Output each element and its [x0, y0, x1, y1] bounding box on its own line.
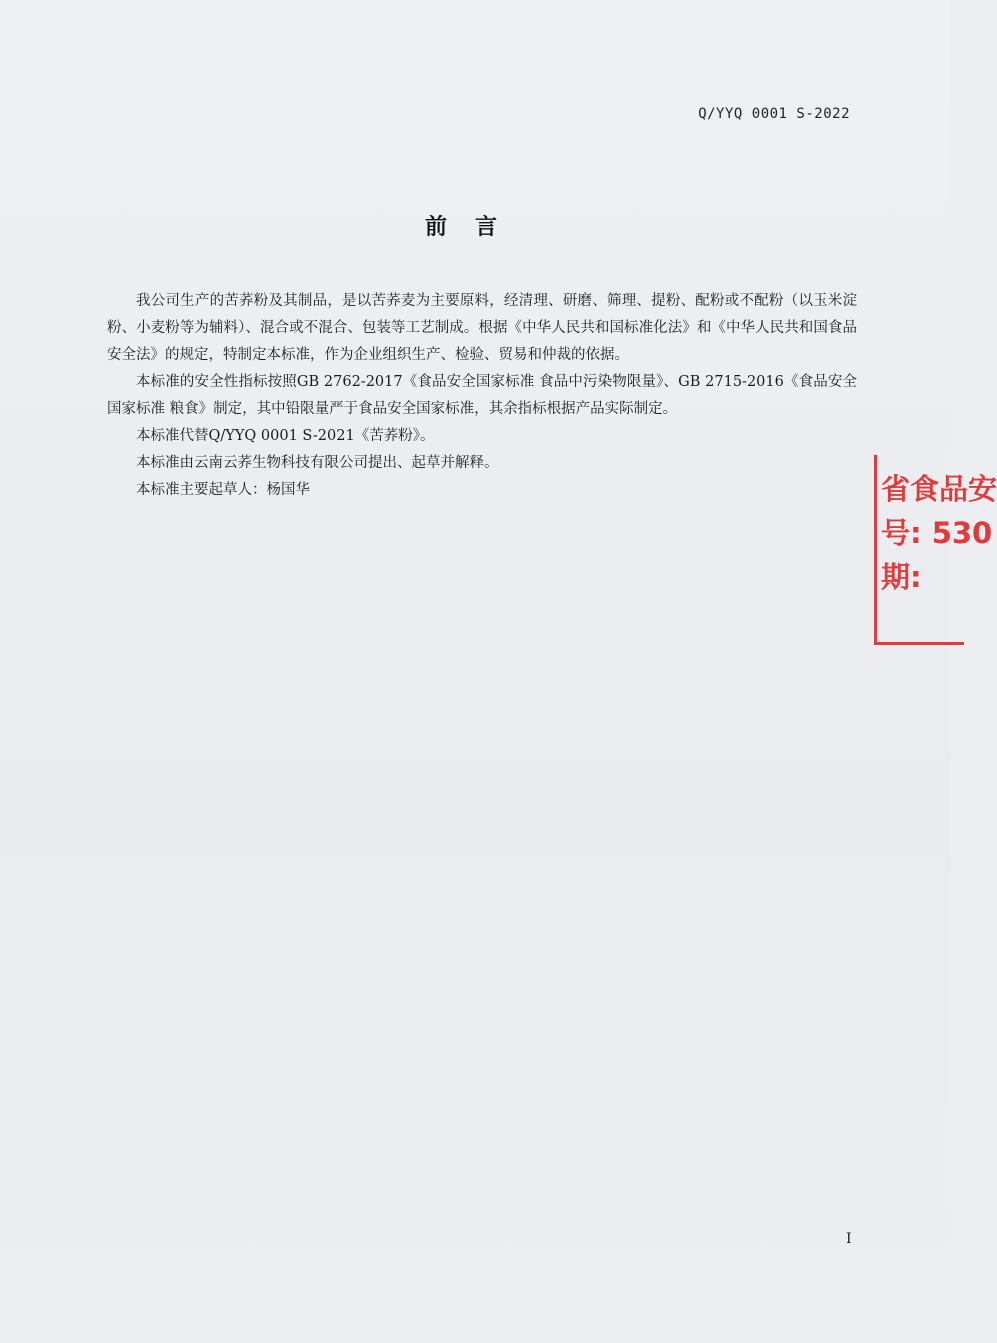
page-title: 前言 — [424, 215, 525, 240]
stamp-line-2: 号: 530 — [881, 516, 993, 550]
registration-stamp — [874, 455, 997, 645]
foreword-body — [107, 288, 857, 504]
paragraph-drafter: 本标准主要起草人：杨国华 — [136, 482, 310, 498]
stamp-line-1: 省食品安 — [881, 472, 997, 506]
document-code: Q/YYQ 0001 S-2022 — [698, 106, 850, 122]
paragraph-replaces-standard: 本标准代替Q/YYQ 0001 S-2021《苦荞粉》。 — [136, 428, 435, 444]
paragraph-safety-indicators: 本标准的安全性指标按照GB 2762-2017《食品安全国家标准 食品中污染物限量》、GB 2715-2016《食品安全国家标准 粮食》制定，其中铅限量严于食品安全国家标准，其余指标根据产品实际制定。 — [107, 374, 857, 417]
stamp-line-3: 期: — [881, 560, 922, 594]
paragraph-proposer: 本标准由云南云荞生物科技有限公司提出、起草并解释。 — [136, 455, 499, 471]
paragraph-production-basis: 我公司生产的苦荞粉及其制品，是以苦荞麦为主要原料，经清理、研磨、筛理、提粉、配粉或不配粉（以玉米淀粉、小麦粉等为辅料）、混合或不混合、包装等工艺制成。根据《中华人民共和国标准化法》和《中华人民共和国食品安全法》的规定，特制定本标准，作为企业组织生产、检验、贸易和仲裁的依据。 — [107, 293, 857, 363]
page-number: I — [846, 1231, 852, 1247]
